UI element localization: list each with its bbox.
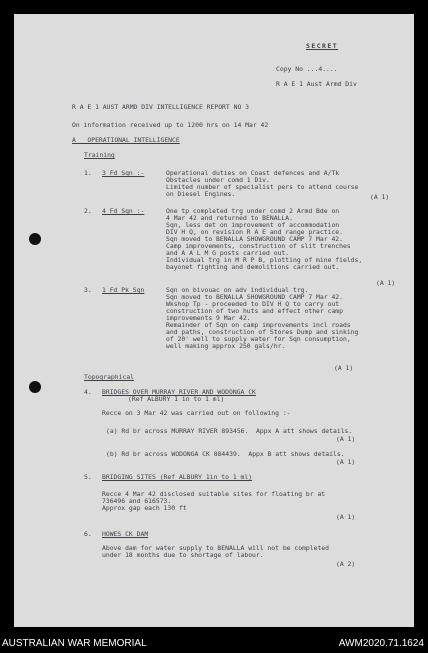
- item-text: Camp improvements, construction of slit trenches: [166, 242, 351, 250]
- item-text: of 20' well to supply water for Sqn consumption,: [166, 335, 351, 343]
- item-number: 6.: [84, 530, 92, 538]
- source-ref: (A 2): [336, 560, 356, 568]
- item-text: Recce on 3 Mar 42 was carried out on following :-: [102, 409, 291, 417]
- archive-name: AUSTRALIAN WAR MEMORIAL: [2, 638, 147, 649]
- item-title: BRIDGES OVER MURRAY RIVER AND WODONGA CK: [102, 388, 256, 396]
- archive-footer: [0, 633, 428, 653]
- item-text: One tp completed trg under comd 2 Armd Bde on: [166, 207, 340, 215]
- item-text: Sqn on bivouac on adv individual trg.: [166, 286, 309, 294]
- item-text: Approx gap each 130 ft: [102, 504, 187, 512]
- item-text: Remainder of Sqn on camp improvements incl roads: [166, 321, 351, 329]
- source-ref: (A 1): [376, 279, 396, 287]
- unit-header: R A E 1 Aust Armd Div: [276, 80, 357, 88]
- item-text: (b) Rd br across WODONGA CK 884439. Appx B att shows details.: [106, 450, 345, 458]
- item-text: Operational duties on Coast defences and A/Tk: [166, 169, 340, 177]
- item-text: and paths, construction of Stores Dump and sinking: [166, 328, 359, 336]
- item-title: HOWES CK DAM: [102, 530, 149, 538]
- item-number: 2.: [84, 207, 92, 215]
- item-number: 3.: [84, 286, 92, 294]
- item-label: 1 Fd Pk Sqn: [102, 286, 145, 294]
- info-line: On information received up to 1200 hrs on 14 Mar 42: [72, 121, 269, 129]
- item-text: and A A L M G posts carried out.: [166, 249, 290, 257]
- item-text: 4 Mar 42 and returned to BENALLA.: [166, 214, 293, 222]
- item-text: DIV H Q, on revision R A E and range practice.: [166, 228, 343, 236]
- item-number: 5.: [84, 473, 92, 481]
- item-number: 1.: [84, 169, 92, 177]
- punch-hole-top: [29, 233, 41, 245]
- archive-reference: AWM2020.71.1624: [338, 638, 424, 649]
- item-title: BRIDGING SITES (Ref ALBURY 1in to 1 ml): [102, 473, 253, 481]
- source-ref: (A 1): [336, 458, 356, 466]
- item-text: well making approx 250 gals/hr.: [166, 342, 286, 350]
- item-text: Above dam for water supply to BENALLA will not be completed: [102, 544, 330, 552]
- source-ref: (A 1): [370, 193, 390, 201]
- item-text: under 18 months due to shortage of labour.: [102, 551, 264, 559]
- punch-hole-bottom: [29, 381, 41, 393]
- classification: SECRET: [306, 42, 339, 50]
- item-text: Recce 4 Mar 42 disclosed suitable sites for floating br at: [102, 490, 326, 498]
- item-subtitle: (Ref ALBURY 1 in to 1 ml): [128, 395, 225, 403]
- item-text: Obstacles under comd 1 Div.: [166, 176, 270, 184]
- source-ref: (A 1): [334, 364, 354, 372]
- item-number: 4.: [84, 388, 92, 396]
- item-label: 3 Fd Sqn :-: [102, 169, 145, 177]
- training-heading: Training: [84, 151, 115, 159]
- item-text: Sqn moved to BENALLA SHOWGROUND CAMP 7 Mar 42.: [166, 293, 343, 301]
- item-text: Sqn, less det on improvement of accommodation: [166, 221, 340, 229]
- item-text: construction of two huts and effect other camp: [166, 307, 343, 315]
- source-ref: (A 1): [336, 513, 356, 521]
- item-text: Sqn moved to BENALLA SHOWGROUND CAMP 7 Mar 42.: [166, 235, 343, 243]
- item-text: Wkshop Tp - proceeded to DIV H Q to carry out: [166, 300, 340, 308]
- item-text: 736496 and 616573.: [102, 497, 172, 505]
- report-title: R A E 1 AUST ARMD DIV INTELLIGENCE REPORT NO 3: [72, 103, 249, 111]
- item-text: bayonet fighting and demolitions carried out.: [166, 263, 340, 271]
- item-text: on Diesel Engines.: [166, 190, 236, 198]
- item-text: (a) Rd br across MURRAY RIVER 893456. Appx A att shows details.: [106, 427, 353, 435]
- item-text: improvements 9 Mar 42.: [166, 314, 251, 322]
- item-label: 4 Fd Sqn :-: [102, 207, 145, 215]
- copy-number: Copy No ...4....: [276, 65, 338, 73]
- topographical-heading: Topographical: [84, 373, 135, 381]
- item-text: Limited number of specialist pers to attend course: [166, 183, 359, 191]
- item-text: Individual trg in M R P B, plotting of mine fields,: [166, 256, 363, 264]
- section-heading: A OPERATIONAL INTELLIGENCE: [72, 136, 180, 144]
- source-ref: (A 1): [336, 435, 356, 443]
